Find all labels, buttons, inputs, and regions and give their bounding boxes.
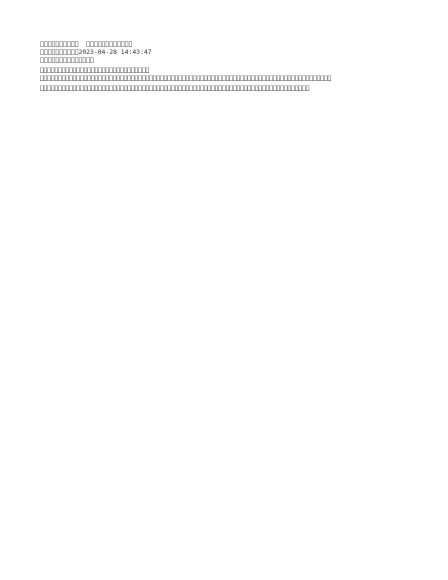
document-body bbox=[40, 67, 408, 93]
text-line:                                bbox=[40, 67, 150, 74]
paragraph bbox=[40, 67, 408, 82]
text-line:                                                                            bbox=[40, 85, 310, 93]
document-timestamp:           2023-04-28 14:43:47 bbox=[40, 48, 152, 56]
text-line:                                                                                  bbox=[40, 74, 332, 82]
document-sub-line:                bbox=[40, 56, 94, 64]
paragraph bbox=[40, 85, 408, 93]
document-id-line:                         bbox=[40, 40, 133, 48]
